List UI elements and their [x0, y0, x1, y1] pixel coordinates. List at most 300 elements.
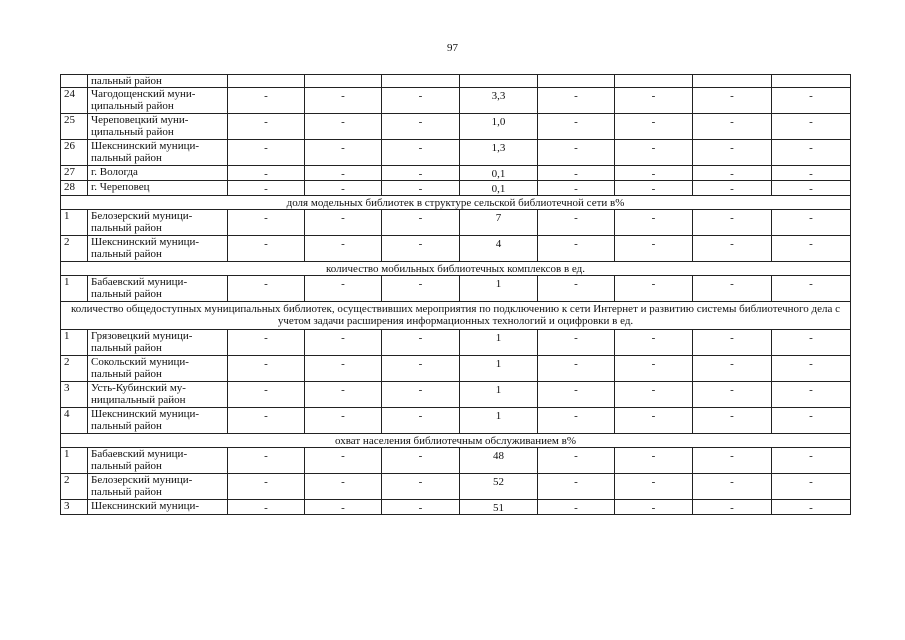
value-text: - — [264, 384, 268, 396]
value-cell — [538, 114, 615, 140]
value-cell — [305, 114, 382, 140]
value-cell — [305, 166, 382, 181]
table-row — [61, 75, 851, 88]
table-row — [61, 448, 851, 474]
row-number: 24 — [61, 88, 88, 114]
value-text: 4 — [495, 238, 502, 250]
district-name-line: Сокольский муници- — [91, 356, 189, 368]
value-text: - — [809, 278, 813, 290]
value-cell — [305, 382, 382, 408]
value-cell — [615, 210, 693, 236]
value-cell — [305, 276, 382, 302]
value-text: - — [341, 183, 345, 195]
value-text: 7 — [495, 212, 502, 224]
value-cell — [693, 140, 772, 166]
district-name-line: ципальный район — [91, 100, 174, 112]
value-cell — [228, 140, 305, 166]
value-text: - — [574, 384, 578, 396]
value-text: - — [651, 238, 656, 250]
value-text: 51 — [493, 502, 504, 514]
value-text: - — [809, 332, 813, 344]
value-text: - — [264, 332, 268, 344]
value-cell — [460, 474, 538, 500]
table-row — [61, 166, 851, 181]
district-name — [88, 88, 228, 114]
district-name-line: пальный район — [91, 460, 162, 472]
value-cell — [382, 236, 460, 262]
row-number: 25 — [61, 114, 88, 140]
value-text: - — [730, 358, 734, 370]
district-name-line: пальный район — [91, 288, 162, 300]
value-cell — [772, 210, 851, 236]
value-cell — [305, 474, 382, 500]
district-name-line: пальный район — [91, 342, 162, 354]
value-cell — [382, 330, 460, 356]
value-text: - — [730, 212, 734, 224]
district-name-line: Бабаевский муници- — [91, 448, 188, 460]
district-name-line: Череповецкий муни- — [91, 114, 189, 126]
value-text: - — [574, 410, 578, 422]
value-cell — [538, 181, 615, 196]
value-cell — [382, 210, 460, 236]
value-text: - — [341, 450, 345, 462]
row-number: 2 — [61, 474, 88, 500]
value-text: - — [341, 238, 345, 250]
value-text: - — [574, 476, 578, 488]
value-cell — [693, 356, 772, 382]
value-cell — [460, 448, 538, 474]
row-number: 26 — [61, 140, 88, 166]
value-cell — [305, 408, 382, 434]
value-text: - — [730, 450, 734, 462]
district-name — [88, 500, 228, 515]
value-cell — [382, 75, 460, 88]
district-name-line: Грязовецкий муници- — [91, 330, 193, 342]
table-row — [61, 210, 851, 236]
value-text: 1,3 — [491, 142, 506, 154]
value-text: - — [418, 384, 423, 396]
value-cell — [228, 75, 305, 88]
value-text: - — [730, 278, 734, 290]
row-number: 2 — [61, 356, 88, 382]
table-row — [61, 236, 851, 262]
district-name — [88, 166, 228, 181]
value-text: - — [809, 168, 813, 180]
value-text: - — [341, 168, 345, 180]
table-row — [61, 276, 851, 302]
district-name-line: г. Вологда — [91, 166, 138, 178]
value-cell — [460, 408, 538, 434]
value-text: - — [730, 116, 734, 128]
value-cell — [305, 500, 382, 515]
district-name-line: пальный район — [91, 222, 162, 234]
value-text: - — [418, 238, 423, 250]
row-number: 1 — [61, 276, 88, 302]
value-cell — [693, 382, 772, 408]
value-cell — [772, 88, 851, 114]
value-cell — [538, 382, 615, 408]
district-name — [88, 448, 228, 474]
value-text: - — [574, 212, 578, 224]
value-cell — [305, 210, 382, 236]
value-text: - — [730, 476, 734, 488]
table-row — [61, 140, 851, 166]
value-text: - — [574, 168, 578, 180]
section-header-row — [61, 302, 851, 330]
value-text: - — [341, 90, 345, 102]
section-header-row — [61, 434, 851, 448]
value-text: - — [264, 183, 268, 195]
value-cell — [228, 408, 305, 434]
value-cell — [615, 181, 693, 196]
value-text: 1 — [495, 358, 502, 370]
value-cell — [460, 500, 538, 515]
value-cell — [772, 408, 851, 434]
value-text: - — [264, 502, 268, 514]
value-text: - — [651, 476, 656, 488]
value-text: 1 — [495, 384, 502, 396]
value-text: 3,3 — [491, 90, 506, 102]
value-text: - — [574, 116, 578, 128]
value-text: - — [809, 358, 813, 370]
value-cell — [460, 356, 538, 382]
value-text: - — [264, 358, 268, 370]
value-text: - — [809, 183, 813, 195]
value-text: - — [574, 183, 578, 195]
table-row — [61, 474, 851, 500]
value-text: - — [574, 358, 578, 370]
value-text: - — [341, 116, 345, 128]
section-title: охват населения библиотечным обслуживанием в% — [61, 434, 851, 448]
value-cell — [615, 330, 693, 356]
value-cell — [460, 88, 538, 114]
value-text: - — [809, 450, 813, 462]
value-cell — [772, 75, 851, 88]
value-text: - — [730, 332, 734, 344]
report-table — [60, 74, 851, 515]
table-row — [61, 382, 851, 408]
value-text: - — [264, 142, 268, 154]
value-cell — [693, 276, 772, 302]
district-name-line: Шекснинский муници- — [91, 140, 200, 152]
value-cell — [382, 474, 460, 500]
section-title: количество мобильных библиотечных комплексов в ед. — [61, 262, 851, 276]
value-text: - — [651, 450, 656, 462]
value-cell — [615, 448, 693, 474]
value-cell — [228, 236, 305, 262]
value-text: - — [264, 476, 268, 488]
value-text: - — [341, 332, 345, 344]
value-cell — [460, 330, 538, 356]
district-name-line: Усть-Кубинский му- — [91, 382, 186, 394]
row-number: 28 — [61, 181, 88, 196]
value-text: - — [809, 238, 813, 250]
value-cell — [538, 356, 615, 382]
district-name — [88, 210, 228, 236]
value-text: - — [809, 116, 813, 128]
value-text: - — [341, 278, 345, 290]
value-text: 52 — [493, 476, 504, 488]
value-text: - — [651, 90, 656, 102]
value-cell — [538, 276, 615, 302]
district-name — [88, 236, 228, 262]
value-text: - — [651, 183, 656, 195]
value-cell — [615, 140, 693, 166]
value-text: - — [418, 278, 423, 290]
value-text: - — [574, 332, 578, 344]
value-text: - — [809, 476, 813, 488]
value-cell — [615, 408, 693, 434]
value-cell — [772, 330, 851, 356]
district-name — [88, 408, 228, 434]
value-text: - — [730, 168, 734, 180]
value-text: - — [730, 183, 734, 195]
section-title: доля модельных библиотек в структуре сельской библиотечной сети в% — [61, 196, 851, 210]
value-cell — [538, 236, 615, 262]
value-cell — [693, 330, 772, 356]
value-cell — [228, 382, 305, 408]
value-text: - — [418, 142, 423, 154]
district-name-line: пальный район — [91, 420, 162, 432]
value-text: - — [264, 212, 268, 224]
value-text: - — [574, 502, 578, 514]
value-text: 1 — [495, 332, 502, 344]
value-text: - — [651, 384, 656, 396]
district-name — [88, 330, 228, 356]
value-cell — [460, 181, 538, 196]
value-cell — [382, 500, 460, 515]
value-text: - — [730, 90, 734, 102]
table-row — [61, 500, 851, 515]
value-text: - — [264, 278, 268, 290]
value-cell — [693, 408, 772, 434]
value-text: - — [418, 168, 423, 180]
value-cell — [460, 276, 538, 302]
value-cell — [305, 356, 382, 382]
value-cell — [228, 448, 305, 474]
section-header-row — [61, 262, 851, 276]
value-cell — [382, 448, 460, 474]
value-cell — [382, 408, 460, 434]
value-cell — [460, 140, 538, 166]
district-name — [88, 356, 228, 382]
value-cell — [538, 88, 615, 114]
value-text: 1,0 — [491, 116, 506, 128]
district-name-line: Шекснинский муници- — [91, 500, 200, 512]
value-text: - — [264, 410, 268, 422]
district-name — [88, 114, 228, 140]
value-text: - — [418, 332, 423, 344]
value-cell — [772, 448, 851, 474]
value-cell — [460, 75, 538, 88]
value-text: - — [264, 450, 268, 462]
value-cell — [693, 114, 772, 140]
district-name-line: ципальный район — [91, 126, 174, 138]
row-number: 3 — [61, 500, 88, 515]
district-name-line: г. Череповец — [91, 181, 150, 193]
value-text: 1 — [495, 278, 502, 290]
value-text: - — [809, 142, 813, 154]
value-cell — [772, 166, 851, 181]
value-cell — [460, 236, 538, 262]
value-text: - — [574, 238, 578, 250]
value-text: - — [418, 183, 423, 195]
row-number: 1 — [61, 210, 88, 236]
value-cell — [538, 210, 615, 236]
district-name — [88, 75, 228, 88]
value-text: - — [341, 212, 345, 224]
value-cell — [228, 500, 305, 515]
value-cell — [693, 88, 772, 114]
value-cell — [228, 474, 305, 500]
value-text: - — [341, 502, 345, 514]
value-text: - — [651, 332, 656, 344]
value-cell — [538, 474, 615, 500]
value-cell — [693, 75, 772, 88]
row-number: 27 — [61, 166, 88, 181]
row-number: 4 — [61, 408, 88, 434]
value-cell — [228, 181, 305, 196]
district-name — [88, 140, 228, 166]
value-cell — [382, 276, 460, 302]
value-text: - — [418, 410, 423, 422]
value-cell — [772, 114, 851, 140]
value-cell — [693, 474, 772, 500]
value-cell — [772, 500, 851, 515]
value-cell — [615, 114, 693, 140]
value-cell — [615, 236, 693, 262]
section-header-row — [61, 196, 851, 210]
value-text: - — [809, 212, 813, 224]
value-cell — [693, 500, 772, 515]
page-number: 97 — [447, 42, 458, 54]
value-text: - — [651, 358, 656, 370]
value-cell — [772, 181, 851, 196]
value-text: - — [341, 384, 345, 396]
district-name-line: пальный район — [91, 75, 162, 87]
value-text: - — [651, 502, 656, 514]
value-text: 1 — [495, 410, 502, 422]
table-row — [61, 88, 851, 114]
row-number — [61, 75, 88, 88]
value-cell — [538, 448, 615, 474]
value-text: - — [651, 212, 656, 224]
district-name-line: ниципальный район — [91, 394, 186, 406]
value-cell — [460, 210, 538, 236]
row-number: 2 — [61, 236, 88, 262]
value-text: - — [418, 90, 423, 102]
value-text: - — [730, 142, 734, 154]
value-cell — [305, 448, 382, 474]
value-cell — [382, 166, 460, 181]
value-text: - — [574, 90, 578, 102]
table-row — [61, 181, 851, 196]
section-title: количество общедоступных муниципальных библиотек, осуществивших мероприятия по подключению к сети Интернет и развитию системы библиотечного дела с учетом задачи расширения информационных технологий и оцифровки в ед. — [61, 302, 851, 330]
row-number: 1 — [61, 330, 88, 356]
value-cell — [538, 500, 615, 515]
value-text: - — [418, 358, 423, 370]
value-text: - — [809, 384, 813, 396]
value-cell — [228, 356, 305, 382]
value-cell — [228, 114, 305, 140]
value-cell — [538, 408, 615, 434]
table-row — [61, 114, 851, 140]
value-text: - — [418, 476, 423, 488]
value-text: - — [809, 410, 813, 422]
district-name-line: Шекснинский муници- — [91, 408, 200, 420]
value-cell — [305, 140, 382, 166]
value-cell — [305, 236, 382, 262]
district-name-line: Бабаевский муници- — [91, 276, 188, 288]
district-name-line: пальный район — [91, 368, 162, 380]
value-cell — [693, 448, 772, 474]
value-cell — [615, 474, 693, 500]
value-cell — [228, 330, 305, 356]
district-name-line: пальный район — [91, 248, 162, 260]
value-cell — [382, 140, 460, 166]
value-cell — [693, 236, 772, 262]
value-cell — [615, 382, 693, 408]
value-text: - — [809, 502, 813, 514]
value-cell — [460, 382, 538, 408]
value-text: - — [651, 116, 656, 128]
value-cell — [538, 75, 615, 88]
value-cell — [382, 382, 460, 408]
value-cell — [305, 181, 382, 196]
value-cell — [382, 88, 460, 114]
value-text: - — [418, 212, 423, 224]
value-text: 0,1 — [491, 168, 506, 180]
value-cell — [382, 114, 460, 140]
value-cell — [382, 181, 460, 196]
value-text: - — [341, 410, 345, 422]
table-body — [61, 75, 851, 515]
value-cell — [772, 356, 851, 382]
value-text: - — [574, 278, 578, 290]
district-name-line: Шекснинский муници- — [91, 236, 200, 248]
district-name-line: Чагодощенский муни- — [91, 88, 196, 100]
value-text: - — [651, 142, 656, 154]
value-cell — [772, 236, 851, 262]
value-cell — [305, 75, 382, 88]
value-text: - — [651, 168, 656, 180]
value-cell — [615, 356, 693, 382]
value-cell — [615, 500, 693, 515]
district-name-line: пальный район — [91, 486, 162, 498]
value-cell — [693, 210, 772, 236]
value-cell — [615, 276, 693, 302]
value-cell — [305, 88, 382, 114]
district-name-line: Белозерский муници- — [91, 474, 193, 486]
value-cell — [615, 166, 693, 181]
value-text: 48 — [493, 450, 504, 462]
value-text: - — [341, 142, 345, 154]
value-cell — [693, 181, 772, 196]
district-name — [88, 181, 228, 196]
value-text: - — [574, 142, 578, 154]
table-row — [61, 356, 851, 382]
value-cell — [228, 166, 305, 181]
value-cell — [615, 75, 693, 88]
value-cell — [538, 166, 615, 181]
value-cell — [460, 166, 538, 181]
value-text: - — [264, 238, 268, 250]
value-cell — [228, 88, 305, 114]
value-cell — [305, 330, 382, 356]
value-text: - — [651, 278, 656, 290]
value-text: - — [341, 358, 345, 370]
value-cell — [772, 474, 851, 500]
